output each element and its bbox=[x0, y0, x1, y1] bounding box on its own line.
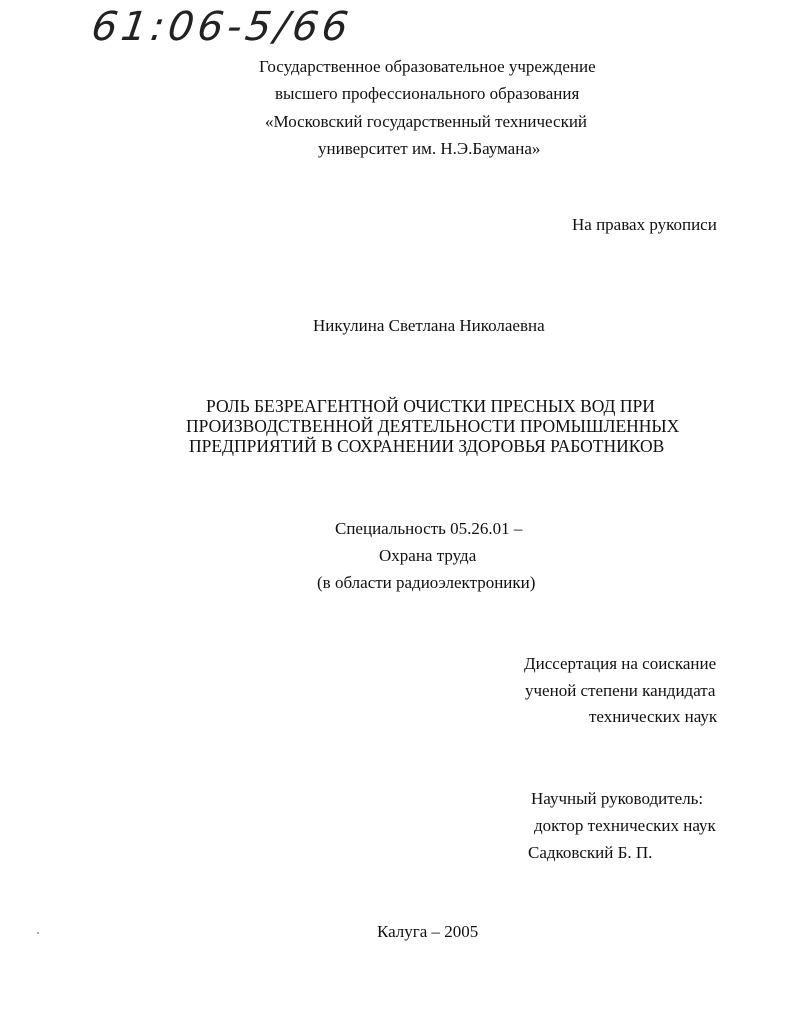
specialty-line-2: Охрана труда bbox=[379, 546, 477, 565]
place-year: Калуга – 2005 bbox=[377, 922, 479, 941]
dissertation-line-1: Диссертация на соискание bbox=[524, 654, 717, 673]
title-line-3: ПРЕДПРИЯТИЙ В СОХРАНЕНИИ ЗДОРОВЬЯ РАБОТНИКОВ bbox=[189, 436, 665, 456]
manuscript-note: На правах рукописи bbox=[572, 215, 717, 234]
scan-speck bbox=[37, 932, 39, 934]
dissertation-line-2: ученой степени кандидата bbox=[525, 681, 716, 700]
institution-line-4: университет им. Н.Э.Баумана» bbox=[318, 139, 541, 158]
institution-line-1: Государственное образовательное учреждение bbox=[259, 57, 596, 76]
specialty-line-3: (в области радиоэлектроники) bbox=[317, 573, 536, 592]
supervisor-line-2: доктор технических наук bbox=[534, 816, 716, 835]
handwritten-code: 61:06-5/66 bbox=[88, 4, 355, 50]
title-line-1: РОЛЬ БЕЗРЕАГЕНТНОЙ ОЧИСТКИ ПРЕСНЫХ ВОД ПРИ bbox=[206, 396, 655, 416]
dissertation-line-3: технических наук bbox=[589, 707, 718, 726]
institution-line-3: «Московский государственный технический bbox=[265, 112, 588, 131]
supervisor-line-1: Научный руководитель: bbox=[531, 789, 704, 808]
institution-line-2: высшего профессионального образования bbox=[275, 84, 580, 103]
title-line-2: ПРОИЗВОДСТВЕННОЙ ДЕЯТЕЛЬНОСТИ ПРОМЫШЛЕННЫХ bbox=[186, 416, 680, 436]
specialty-line-1: Специальность 05.26.01 – bbox=[335, 519, 523, 538]
author-name: Никулина Светлана Николаевна bbox=[313, 316, 545, 335]
supervisor-line-3: Садковский Б. П. bbox=[528, 843, 653, 862]
